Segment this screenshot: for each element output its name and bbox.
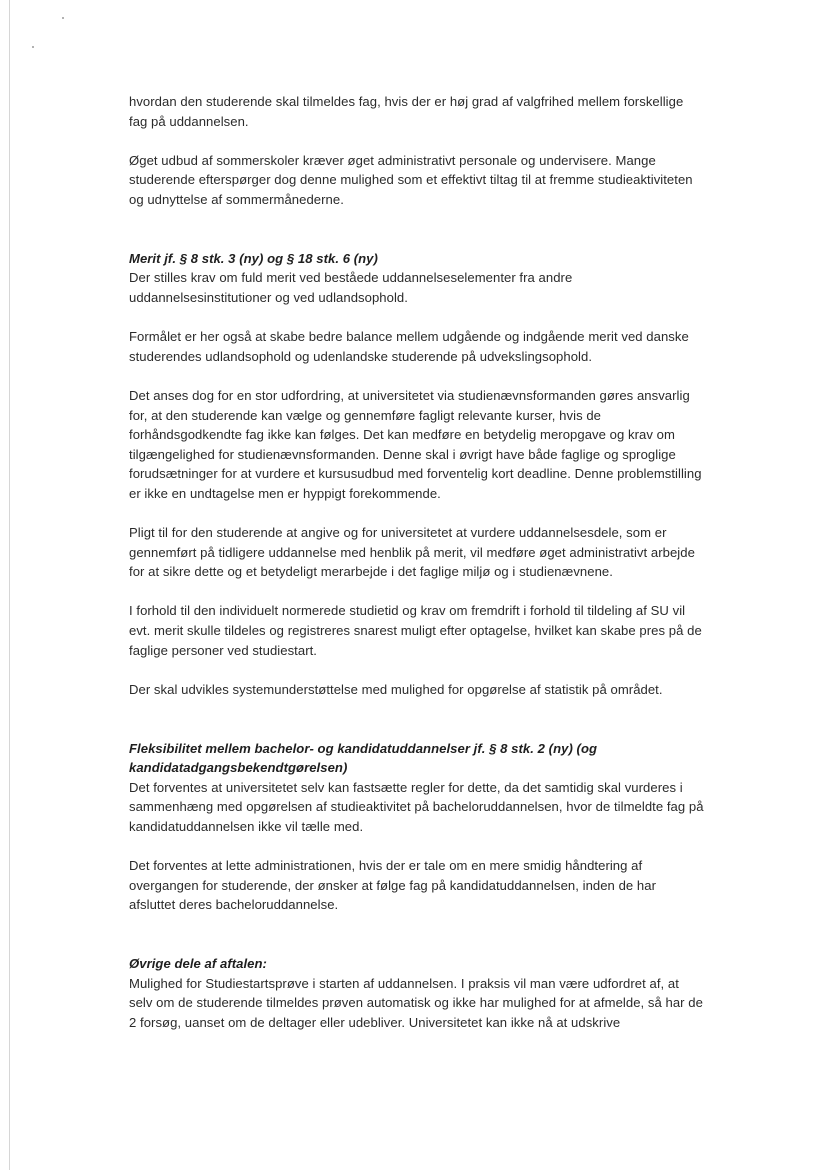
section-heading: Fleksibilitet mellem bachelor- og kandidatuddannelser jf. § 8 stk. 2 (ny) (og kandidatadgangsbekendtgørelsen) [129, 740, 598, 776]
section-fleksibilitet [129, 739, 704, 915]
paragraph: Øget udbud af sommerskoler kræver øget administrativt personale og undervisere. Mange studerende efterspørger dog denne mulighed som et effektivt tiltag til at fremme studieaktiviteten og udnyttelse af sommermånederne. [129, 152, 693, 207]
scan-speck [32, 46, 34, 48]
section-heading: Merit jf. § 8 stk. 3 (ny) og § 18 stk. 6 (ny) [129, 250, 378, 266]
scan-edge-line [9, 0, 10, 1170]
section-spacer [129, 229, 704, 249]
page-body [129, 92, 704, 1052]
section-spacer [129, 935, 704, 955]
section-oevrige-dele [129, 954, 704, 1032]
paragraph: Mulighed for Studiestartsprøve i starten af uddannelsen. I praksis vil man være udfordret af, at selv om de studerende tilmeldes prøven automatisk og ikke har mulighed for at afmelde, så har de 2 forsøg, uanset om de deltager eller udebliver. Universitetet kan ikke nå at udskrive [129, 975, 703, 1030]
section-heading: Øvrige dele af aftalen: [129, 956, 267, 972]
section-spacer [129, 719, 704, 739]
paragraph: I forhold til den individuelt normerede studietid og krav om fremdrift i forhold til tildeling af SU vil evt. merit skulle tildeles og registreres snarest muligt efter optagelse, hvilket kan skabe pres på de faglige personer ved studiestart. [129, 603, 702, 658]
paragraph: Det forventes at lette administrationen, hvis der er tale om en mere smidig håndtering af overgangen for studerende, der ønsker at følge fag på kandidatuddannelsen, inden de har afsluttet deres bacheloruddannelse. [129, 858, 657, 913]
paragraph: Der skal udvikles systemunderstøttelse med mulighed for opgørelse af statistik på området. [129, 681, 663, 697]
paragraph: Der stilles krav om fuld merit ved beståede uddannelseselementer fra andre uddannelsesinstitutioner og ved udlandsophold. [129, 270, 573, 305]
paragraph: Pligt til for den studerende at angive og for universitetet at vurdere uddannelsesdele, som er gennemført på tidligere uddannelse med henblik på merit, vil medføre øget administrativt arbejde for at sikre dette og et betydeligt merarbejde i det faglige miljø og i studienævnene. [129, 525, 695, 580]
paragraph: Det anses dog for en stor udfordring, at universitetet via studienævnsformanden gøres ansvarlig for, at den studerende kan vælge og gennemføre fagligt relevante kurser, hvis de forhåndsgodkendte fag ikke kan følges. Det kan medføre en betydelig meropgave og krav om tilgængelighed for studienævnsformanden. Denne skal i øvrigt have både faglige og sproglige forudsætninger for at vurdere et kursusudbud med forventelig kort deadline. Denne problemstilling er ikke en undtagelse men er hyppigt forekommende. [129, 387, 702, 501]
paragraph: hvordan den studerende skal tilmeldes fag, hvis der er høj grad af valgfrihed mellem forskellige fag på uddannelsen. [129, 94, 684, 129]
paragraph: Det forventes at universitetet selv kan fastsætte regler for dette, da det samtidig skal vurderes i sammenhæng med opgørelsen af studieaktivitet på bacheloruddannelsen, hvor de tilmeldte fag på kandidatuddannelsen ikke vil tælle med. [129, 779, 704, 834]
paragraph: Formålet er her også at skabe bedre balance mellem udgående og indgående merit ved danske studerendes udlandsophold og udenlandske studerende på udvekslingsophold. [129, 329, 689, 364]
section-merit [129, 249, 704, 700]
scan-speck [62, 17, 64, 19]
